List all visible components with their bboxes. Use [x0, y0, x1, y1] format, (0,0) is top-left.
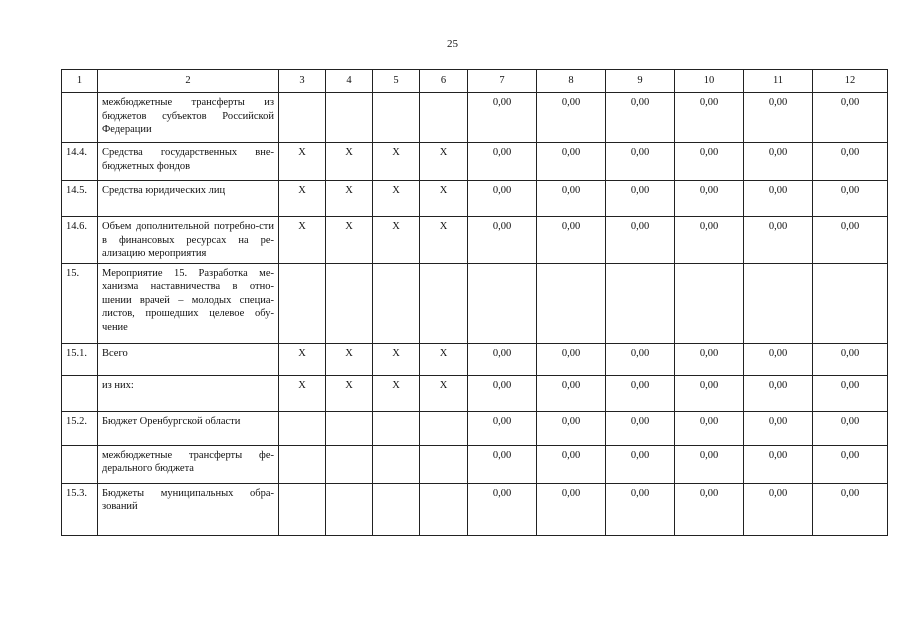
value-cell [675, 263, 744, 343]
mark-cell [326, 483, 373, 535]
row-name-cell: межбюджетные трансферты фе-дерального бюджета [98, 445, 279, 483]
mark-cell: Х [420, 143, 468, 181]
value-cell: 0,00 [813, 343, 888, 375]
value-cell: 0,00 [675, 343, 744, 375]
value-cell: 0,00 [468, 483, 537, 535]
table-row [62, 263, 888, 343]
value-cell: 0,00 [537, 143, 606, 181]
value-cell [744, 263, 813, 343]
mark-cell [279, 483, 326, 535]
header-row [62, 70, 888, 93]
row-name-cell: Всего [98, 343, 279, 375]
row-name-cell: Объем дополнительной потребно-сти в финансовых ресурсах на ре-ализацию мероприятия [98, 217, 279, 264]
value-cell: 0,00 [675, 375, 744, 411]
mark-cell: Х [373, 143, 420, 181]
mark-cell: Х [326, 181, 373, 217]
mark-cell [373, 411, 420, 445]
row-number-cell [62, 375, 98, 411]
value-cell: 0,00 [468, 343, 537, 375]
value-cell: 0,00 [606, 343, 675, 375]
value-cell: 0,00 [813, 411, 888, 445]
value-cell: 0,00 [606, 143, 675, 181]
row-name-cell: Мероприятие 15. Разработка ме-ханизма наставничества в отно-шении врачей – молодых специа-листов, прошедших целевое обу-чение [98, 263, 279, 343]
header-cell: 3 [279, 70, 326, 93]
mark-cell: Х [326, 375, 373, 411]
table-row [62, 411, 888, 445]
mark-cell [373, 93, 420, 143]
mark-cell [279, 93, 326, 143]
mark-cell [373, 483, 420, 535]
value-cell: 0,00 [537, 375, 606, 411]
header-cell: 8 [537, 70, 606, 93]
header-cell: 9 [606, 70, 675, 93]
row-name-cell: из них: [98, 375, 279, 411]
row-name-cell: Бюджет Оренбургской области [98, 411, 279, 445]
mark-cell: Х [279, 217, 326, 264]
mark-cell [279, 445, 326, 483]
row-number-cell [62, 445, 98, 483]
mark-cell: Х [326, 143, 373, 181]
row-name-cell: Средства государственных вне-бюджетных фондов [98, 143, 279, 181]
value-cell: 0,00 [537, 445, 606, 483]
value-cell: 0,00 [537, 483, 606, 535]
value-cell: 0,00 [468, 445, 537, 483]
table-row [62, 93, 888, 143]
mark-cell [373, 445, 420, 483]
mark-cell [279, 263, 326, 343]
table-row [62, 343, 888, 375]
value-cell: 0,00 [675, 445, 744, 483]
value-cell [813, 263, 888, 343]
row-number-cell [62, 93, 98, 143]
value-cell: 0,00 [813, 93, 888, 143]
mark-cell: Х [420, 217, 468, 264]
table-row [62, 375, 888, 411]
value-cell: 0,00 [744, 143, 813, 181]
row-name-cell: Средства юридических лиц [98, 181, 279, 217]
header-cell: 11 [744, 70, 813, 93]
header-cell: 12 [813, 70, 888, 93]
value-cell: 0,00 [813, 143, 888, 181]
value-cell: 0,00 [606, 483, 675, 535]
value-cell: 0,00 [537, 217, 606, 264]
value-cell [537, 263, 606, 343]
mark-cell: Х [420, 343, 468, 375]
value-cell: 0,00 [675, 411, 744, 445]
value-cell: 0,00 [675, 143, 744, 181]
mark-cell [373, 263, 420, 343]
mark-cell: Х [373, 375, 420, 411]
value-cell: 0,00 [675, 483, 744, 535]
row-number-cell: 15.2. [62, 411, 98, 445]
value-cell: 0,00 [744, 181, 813, 217]
table-row [62, 217, 888, 264]
value-cell: 0,00 [744, 445, 813, 483]
row-name-cell: межбюджетные трансферты из бюджетов субъектов Российской Федерации [98, 93, 279, 143]
table-row [62, 143, 888, 181]
mark-cell [326, 445, 373, 483]
row-number-cell: 15.1. [62, 343, 98, 375]
mark-cell: Х [279, 143, 326, 181]
mark-cell [326, 93, 373, 143]
mark-cell: Х [373, 181, 420, 217]
mark-cell: Х [326, 343, 373, 375]
value-cell: 0,00 [813, 181, 888, 217]
value-cell: 0,00 [606, 181, 675, 217]
mark-cell: Х [420, 375, 468, 411]
value-cell: 0,00 [537, 411, 606, 445]
header-cell: 5 [373, 70, 420, 93]
mark-cell [420, 93, 468, 143]
header-cell: 2 [98, 70, 279, 93]
value-cell: 0,00 [744, 483, 813, 535]
value-cell: 0,00 [537, 343, 606, 375]
value-cell [606, 263, 675, 343]
mark-cell [420, 263, 468, 343]
value-cell: 0,00 [675, 217, 744, 264]
row-number-cell: 15. [62, 263, 98, 343]
mark-cell [326, 411, 373, 445]
value-cell: 0,00 [813, 375, 888, 411]
value-cell: 0,00 [468, 217, 537, 264]
row-number-cell: 14.6. [62, 217, 98, 264]
row-number-cell: 15.3. [62, 483, 98, 535]
value-cell: 0,00 [606, 217, 675, 264]
value-cell: 0,00 [468, 143, 537, 181]
header-cell: 1 [62, 70, 98, 93]
header-cell: 10 [675, 70, 744, 93]
mark-cell: Х [326, 217, 373, 264]
value-cell: 0,00 [675, 181, 744, 217]
value-cell: 0,00 [744, 343, 813, 375]
value-cell: 0,00 [813, 217, 888, 264]
header-cell: 6 [420, 70, 468, 93]
value-cell: 0,00 [606, 411, 675, 445]
value-cell: 0,00 [468, 181, 537, 217]
table-row [62, 483, 888, 535]
value-cell: 0,00 [606, 375, 675, 411]
mark-cell [279, 411, 326, 445]
value-cell: 0,00 [744, 375, 813, 411]
value-cell: 0,00 [744, 93, 813, 143]
value-cell: 0,00 [537, 181, 606, 217]
mark-cell: Х [373, 343, 420, 375]
row-name-cell: Бюджеты муниципальных обра-зований [98, 483, 279, 535]
value-cell: 0,00 [744, 411, 813, 445]
value-cell: 0,00 [813, 445, 888, 483]
row-number-cell: 14.5. [62, 181, 98, 217]
mark-cell: Х [420, 181, 468, 217]
value-cell: 0,00 [744, 217, 813, 264]
mark-cell: Х [373, 217, 420, 264]
budget-table [61, 69, 888, 536]
table-row [62, 445, 888, 483]
row-number-cell: 14.4. [62, 143, 98, 181]
mark-cell [420, 411, 468, 445]
value-cell: 0,00 [606, 445, 675, 483]
mark-cell: Х [279, 343, 326, 375]
header-cell: 7 [468, 70, 537, 93]
value-cell: 0,00 [675, 93, 744, 143]
mark-cell [326, 263, 373, 343]
mark-cell: Х [279, 375, 326, 411]
value-cell: 0,00 [468, 93, 537, 143]
mark-cell: Х [279, 181, 326, 217]
value-cell [468, 263, 537, 343]
mark-cell [420, 483, 468, 535]
value-cell: 0,00 [468, 375, 537, 411]
value-cell: 0,00 [537, 93, 606, 143]
page-number: 25 [447, 38, 458, 50]
header-cell: 4 [326, 70, 373, 93]
value-cell: 0,00 [813, 483, 888, 535]
mark-cell [420, 445, 468, 483]
value-cell: 0,00 [468, 411, 537, 445]
value-cell: 0,00 [606, 93, 675, 143]
table-row [62, 181, 888, 217]
